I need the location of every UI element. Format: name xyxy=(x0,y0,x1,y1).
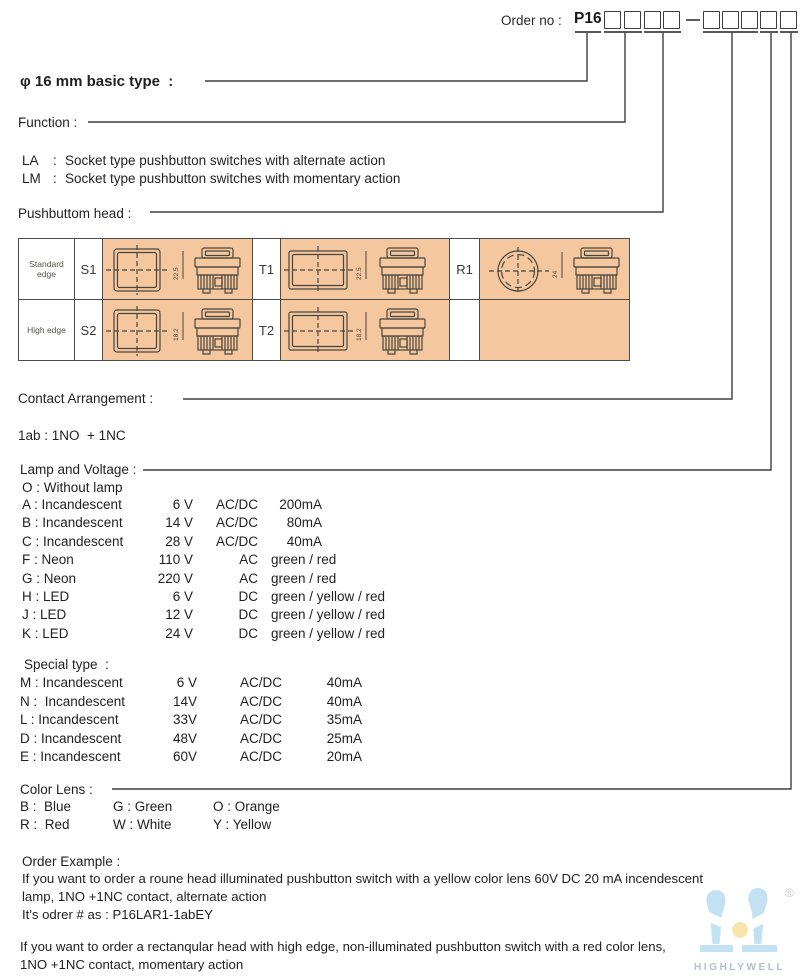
special-supply: AC/DC xyxy=(239,749,282,764)
color-lens-row xyxy=(20,799,370,817)
lamp-row xyxy=(22,607,442,625)
lamp-colors: green / yellow / red xyxy=(271,588,386,604)
lamp-voltage: 28 V xyxy=(165,533,193,549)
empty-diagram-cell xyxy=(480,300,630,361)
square-head-diagram xyxy=(103,239,253,300)
function-description: Socket type pushbutton switches with momentary action xyxy=(65,170,401,186)
function-separator: : xyxy=(53,170,57,186)
order-digit-box xyxy=(604,11,621,29)
dim-label: 22.5 xyxy=(356,266,363,280)
color-lens-option: O : Orange xyxy=(213,799,280,814)
special-current: 20mA xyxy=(326,749,362,764)
order-example-line: lamp, 1NO +1NC contact, alternate action xyxy=(22,889,267,904)
lamp-current: 80mA xyxy=(286,515,322,531)
pushbutton-head-table xyxy=(18,238,630,361)
lamp-row xyxy=(22,515,442,533)
square-head-diagram xyxy=(103,300,253,361)
order-example-title: Order Example : xyxy=(22,854,121,869)
special-current: 40mA xyxy=(326,675,362,690)
function-code: LA xyxy=(22,153,39,168)
lamp-voltage: 14 V xyxy=(165,515,193,531)
special-title: Special type : xyxy=(24,657,109,672)
round-head-diagram xyxy=(480,239,630,300)
basic-type-title: φ 16 mm basic type : xyxy=(20,73,174,90)
lamp-voltage: 12 V xyxy=(165,607,193,623)
contact-value: 1ab : 1NO + 1NC xyxy=(18,428,126,443)
order-example-paragraph-2 xyxy=(20,939,666,975)
special-voltage: 6 V xyxy=(176,675,197,690)
lamp-list xyxy=(22,497,442,644)
order-digit-box xyxy=(663,11,680,29)
contact-title: Contact Arrangement : xyxy=(18,391,154,406)
lamp-supply: AC/DC xyxy=(215,533,258,549)
head-code-empty xyxy=(450,300,480,361)
head-code-s1: S1 xyxy=(75,239,103,300)
order-digit-box xyxy=(760,11,777,29)
special-row xyxy=(20,694,440,713)
color-lens-option: R : Red xyxy=(20,817,70,833)
special-current: 25mA xyxy=(326,730,362,746)
order-example-paragraph-1 xyxy=(22,871,703,925)
highlywell-logo xyxy=(694,886,798,976)
lamp-row xyxy=(22,571,442,589)
head-code-t1: T1 xyxy=(253,239,281,300)
lamp-colors: green / red xyxy=(271,570,337,586)
lamp-supply: AC xyxy=(239,570,258,586)
head-row-standard xyxy=(19,239,630,300)
special-supply: AC/DC xyxy=(239,693,282,709)
lamp-row xyxy=(22,552,442,570)
special-current: 35mA xyxy=(326,712,362,727)
special-label: L : Incandescent xyxy=(20,712,119,727)
special-list xyxy=(20,675,440,768)
head-code-t2: T2 xyxy=(253,300,281,361)
lamp-voltage: 6 V xyxy=(172,497,193,512)
dim-label: 18.2 xyxy=(173,327,180,341)
rect-head-diagram xyxy=(281,300,450,361)
special-voltage: 48V xyxy=(172,730,197,746)
lamp-label: K : LED xyxy=(22,625,69,641)
special-voltage: 14V xyxy=(172,693,197,709)
head-code-s2: S2 xyxy=(75,300,103,361)
order-digit-box xyxy=(644,11,661,29)
logo-wordmark: HIGHLYWELL xyxy=(694,962,786,973)
lamp-label: C : Incandescent xyxy=(22,533,124,549)
order-example-line: It's odrer # as : P16LAR1-1abEY xyxy=(22,907,213,922)
lamp-voltage: 6 V xyxy=(172,588,193,604)
color-lens-option: B : Blue xyxy=(20,799,72,814)
head-row-high xyxy=(19,300,630,361)
order-example-line: If you want to order a rectanqular head with high edge, non-illuminated pushbutton switch with a red color lens, xyxy=(20,939,666,954)
special-row xyxy=(20,749,440,768)
lamp-supply: AC xyxy=(239,552,258,568)
order-example-line: 1NO +1NC contact, momentary action xyxy=(20,957,244,972)
head-code-r1: R1 xyxy=(450,239,480,300)
lamp-voltage: 220 V xyxy=(157,570,193,586)
lamp-label: J : LED xyxy=(22,607,67,623)
special-row xyxy=(20,712,440,731)
lamp-label: A : Incandescent xyxy=(22,497,122,512)
lamp-label: G : Neon xyxy=(22,570,77,586)
lamp-current: 40mA xyxy=(286,533,322,549)
lamp-label: H : LED xyxy=(22,588,70,604)
order-digit-box xyxy=(741,11,758,29)
special-supply: AC/DC xyxy=(239,675,282,690)
lamp-row xyxy=(22,497,442,515)
color-lens-option: Y : Yellow xyxy=(213,817,272,833)
special-label: E : Incandescent xyxy=(20,749,121,764)
order-no-label: Order no : xyxy=(501,13,562,28)
special-supply: AC/DC xyxy=(239,730,282,746)
lamp-title: Lamp and Voltage : xyxy=(20,462,137,477)
registered-mark-icon: ® xyxy=(785,886,794,900)
rect-head-diagram xyxy=(281,239,450,300)
lamp-supply: DC xyxy=(238,607,258,623)
lamp-row xyxy=(22,534,442,552)
edge-label: Standard edge xyxy=(19,239,75,300)
dim-label: 22.5 xyxy=(173,266,180,280)
lamp-label: B : Incandescent xyxy=(22,515,123,531)
lamp-voltage: 24 V xyxy=(165,625,193,641)
lamp-supply: AC/DC xyxy=(215,515,258,531)
lamp-colors: green / yellow / red xyxy=(271,625,386,641)
lamp-colors: green / red xyxy=(271,552,337,568)
special-label: M : Incandescent xyxy=(20,675,123,690)
special-label: N : Incandescent xyxy=(20,693,126,709)
special-row xyxy=(20,731,440,750)
edge-label: High edge xyxy=(19,300,75,361)
order-digit-box xyxy=(703,11,720,29)
lamp-voltage: 110 V xyxy=(158,552,193,568)
lamp-label: F : Neon xyxy=(22,552,74,568)
order-example-line: If you want to order a roune head illuminated pushbutton switch with a yellow color lens 60V DC 20 mA incendescent xyxy=(22,871,704,886)
dim-label: 18.2 xyxy=(356,327,363,341)
color-lens-row xyxy=(20,817,370,835)
lamp-supply: DC xyxy=(238,588,258,604)
lamp-colors: green / yellow / red xyxy=(271,607,386,623)
color-lens-title: Color Lens : xyxy=(20,782,93,797)
function-separator: : xyxy=(53,153,57,168)
dim-label: 24 xyxy=(552,270,559,278)
lamp-supply: AC/DC xyxy=(215,497,258,512)
function-item xyxy=(22,171,582,189)
special-label: D : Incandescent xyxy=(20,730,122,746)
function-item xyxy=(22,153,582,171)
special-row xyxy=(20,675,440,694)
order-digit-box xyxy=(624,11,641,29)
order-digit-box xyxy=(722,11,739,29)
function-description: Socket type pushbutton switches with alternate action xyxy=(65,153,386,168)
function-title: Function : xyxy=(18,115,78,130)
order-no-prefix: P16 xyxy=(574,10,602,27)
function-code: LM xyxy=(22,170,41,186)
color-lens-list xyxy=(20,799,370,836)
special-current: 40mA xyxy=(326,693,362,709)
order-digit-box xyxy=(780,11,797,29)
special-voltage: 33V xyxy=(172,712,197,727)
lamp-supply: DC xyxy=(238,625,258,641)
lamp-row xyxy=(22,589,442,607)
color-lens-option: W : White xyxy=(113,817,172,833)
function-list xyxy=(22,153,582,188)
lamp-current: 200mA xyxy=(279,497,322,512)
lamp-no-lamp: O : Without lamp xyxy=(22,480,123,495)
logo-mark-icon xyxy=(694,886,794,960)
pushbutton-head-title: Pushbuttom head : xyxy=(18,206,132,221)
special-supply: AC/DC xyxy=(239,712,282,727)
color-lens-option: G : Green xyxy=(113,799,173,814)
special-voltage: 60V xyxy=(172,749,197,764)
lamp-row xyxy=(22,626,442,644)
